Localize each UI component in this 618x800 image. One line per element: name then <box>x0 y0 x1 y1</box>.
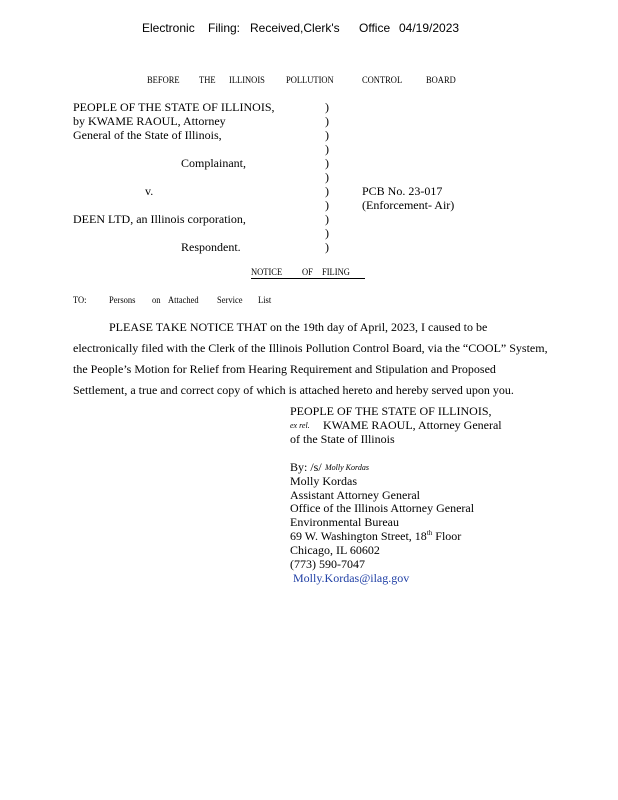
board-header-word: THE <box>199 74 216 86</box>
respondent-label: Respondent. <box>181 240 241 254</box>
signature-signed-name: Molly Kordas <box>325 463 369 472</box>
signature-email-link[interactable]: Molly.Kordas@ilag.gov <box>293 571 410 585</box>
caption-paren: ) <box>325 212 329 226</box>
case-type: (Enforcement- Air) <box>362 198 455 212</box>
notice-title-underline <box>251 278 365 279</box>
to-line-word: Persons <box>109 294 136 306</box>
board-header-word: BEFORE <box>147 74 180 86</box>
signature-state-line: of the State of Illinois <box>290 432 395 446</box>
caption-paren: ) <box>325 128 329 142</box>
filing-stamp-electronic: Electronic <box>142 21 195 35</box>
complainant-line: General of the State of Illinois, <box>73 128 222 142</box>
signature-by-label: By: /s/ <box>290 460 322 474</box>
signature-phone: (773) 590-7047 <box>290 557 365 571</box>
filing-stamp-filing: Filing: <box>208 21 241 35</box>
complainant-label: Complainant, <box>181 156 246 170</box>
to-line-word: on <box>152 294 161 306</box>
body-line: the People’s Motion for Relief from Hearing Requirement and Stipulation and Proposed <box>73 362 496 376</box>
to-line-word: Attached <box>168 294 199 306</box>
caption-paren: ) <box>325 184 329 198</box>
to-line-word: List <box>258 294 272 306</box>
caption-paren: ) <box>325 226 329 240</box>
signature-street-end: Floor <box>432 529 462 543</box>
complainant-line: PEOPLE OF THE STATE OF ILLINOIS, <box>73 100 275 114</box>
filing-stamp-office: Office <box>359 21 391 35</box>
caption-paren: ) <box>325 240 329 254</box>
caption-paren: ) <box>325 142 329 156</box>
complainant-line: by KWAME RAOUL, Attorney <box>73 114 226 128</box>
notice-title-word: OF <box>302 266 313 278</box>
caption-paren: ) <box>325 114 329 128</box>
to-label: TO: <box>73 294 87 306</box>
case-number: PCB No. 23-017 <box>362 184 443 198</box>
signature-bureau: Environmental Bureau <box>290 515 399 529</box>
board-header-word: CONTROL <box>362 74 403 86</box>
board-header-word: POLLUTION <box>286 74 334 86</box>
versus-label: v. <box>145 184 154 198</box>
to-line-word: Service <box>217 294 243 306</box>
signature-ag-line: KWAME RAOUL, Attorney General <box>323 418 502 432</box>
respondent-name: DEEN LTD, an Illinois corporation, <box>73 212 246 226</box>
signature-street-main: 69 W. Washington Street, 18 <box>290 529 427 543</box>
board-header-word: BOARD <box>426 74 456 86</box>
body-line: PLEASE TAKE NOTICE THAT on the 19th day of April, 2023, I caused to be <box>109 320 488 334</box>
caption-paren: ) <box>325 100 329 114</box>
caption-paren: ) <box>325 198 329 212</box>
filing-stamp-date: 04/19/2023 <box>399 21 460 35</box>
caption-paren: ) <box>325 170 329 184</box>
body-line: electronically filed with the Clerk of the Illinois Pollution Control Board, via the “COOL” System, <box>73 341 548 355</box>
signature-city: Chicago, IL 60602 <box>290 543 380 557</box>
signature-street-sup: th <box>426 529 433 537</box>
notice-title-word: FILING <box>322 266 350 278</box>
filing-stamp-received: Received,Clerk's <box>250 21 340 35</box>
signature-name: Molly Kordas <box>290 474 357 488</box>
signature-ex-rel: ex rel. <box>290 421 310 430</box>
signature-party: PEOPLE OF THE STATE OF ILLINOIS, <box>290 404 492 418</box>
notice-title-word: NOTICE <box>251 266 283 278</box>
board-header-word: ILLINOIS <box>229 74 265 86</box>
body-line: Settlement, a true and correct copy of which is attached hereto and hereby served upon you. <box>73 383 514 397</box>
caption-paren: ) <box>325 156 329 170</box>
signature-street <box>290 529 461 544</box>
signature-title: Assistant Attorney General <box>290 488 420 502</box>
signature-office: Office of the Illinois Attorney General <box>290 501 475 515</box>
